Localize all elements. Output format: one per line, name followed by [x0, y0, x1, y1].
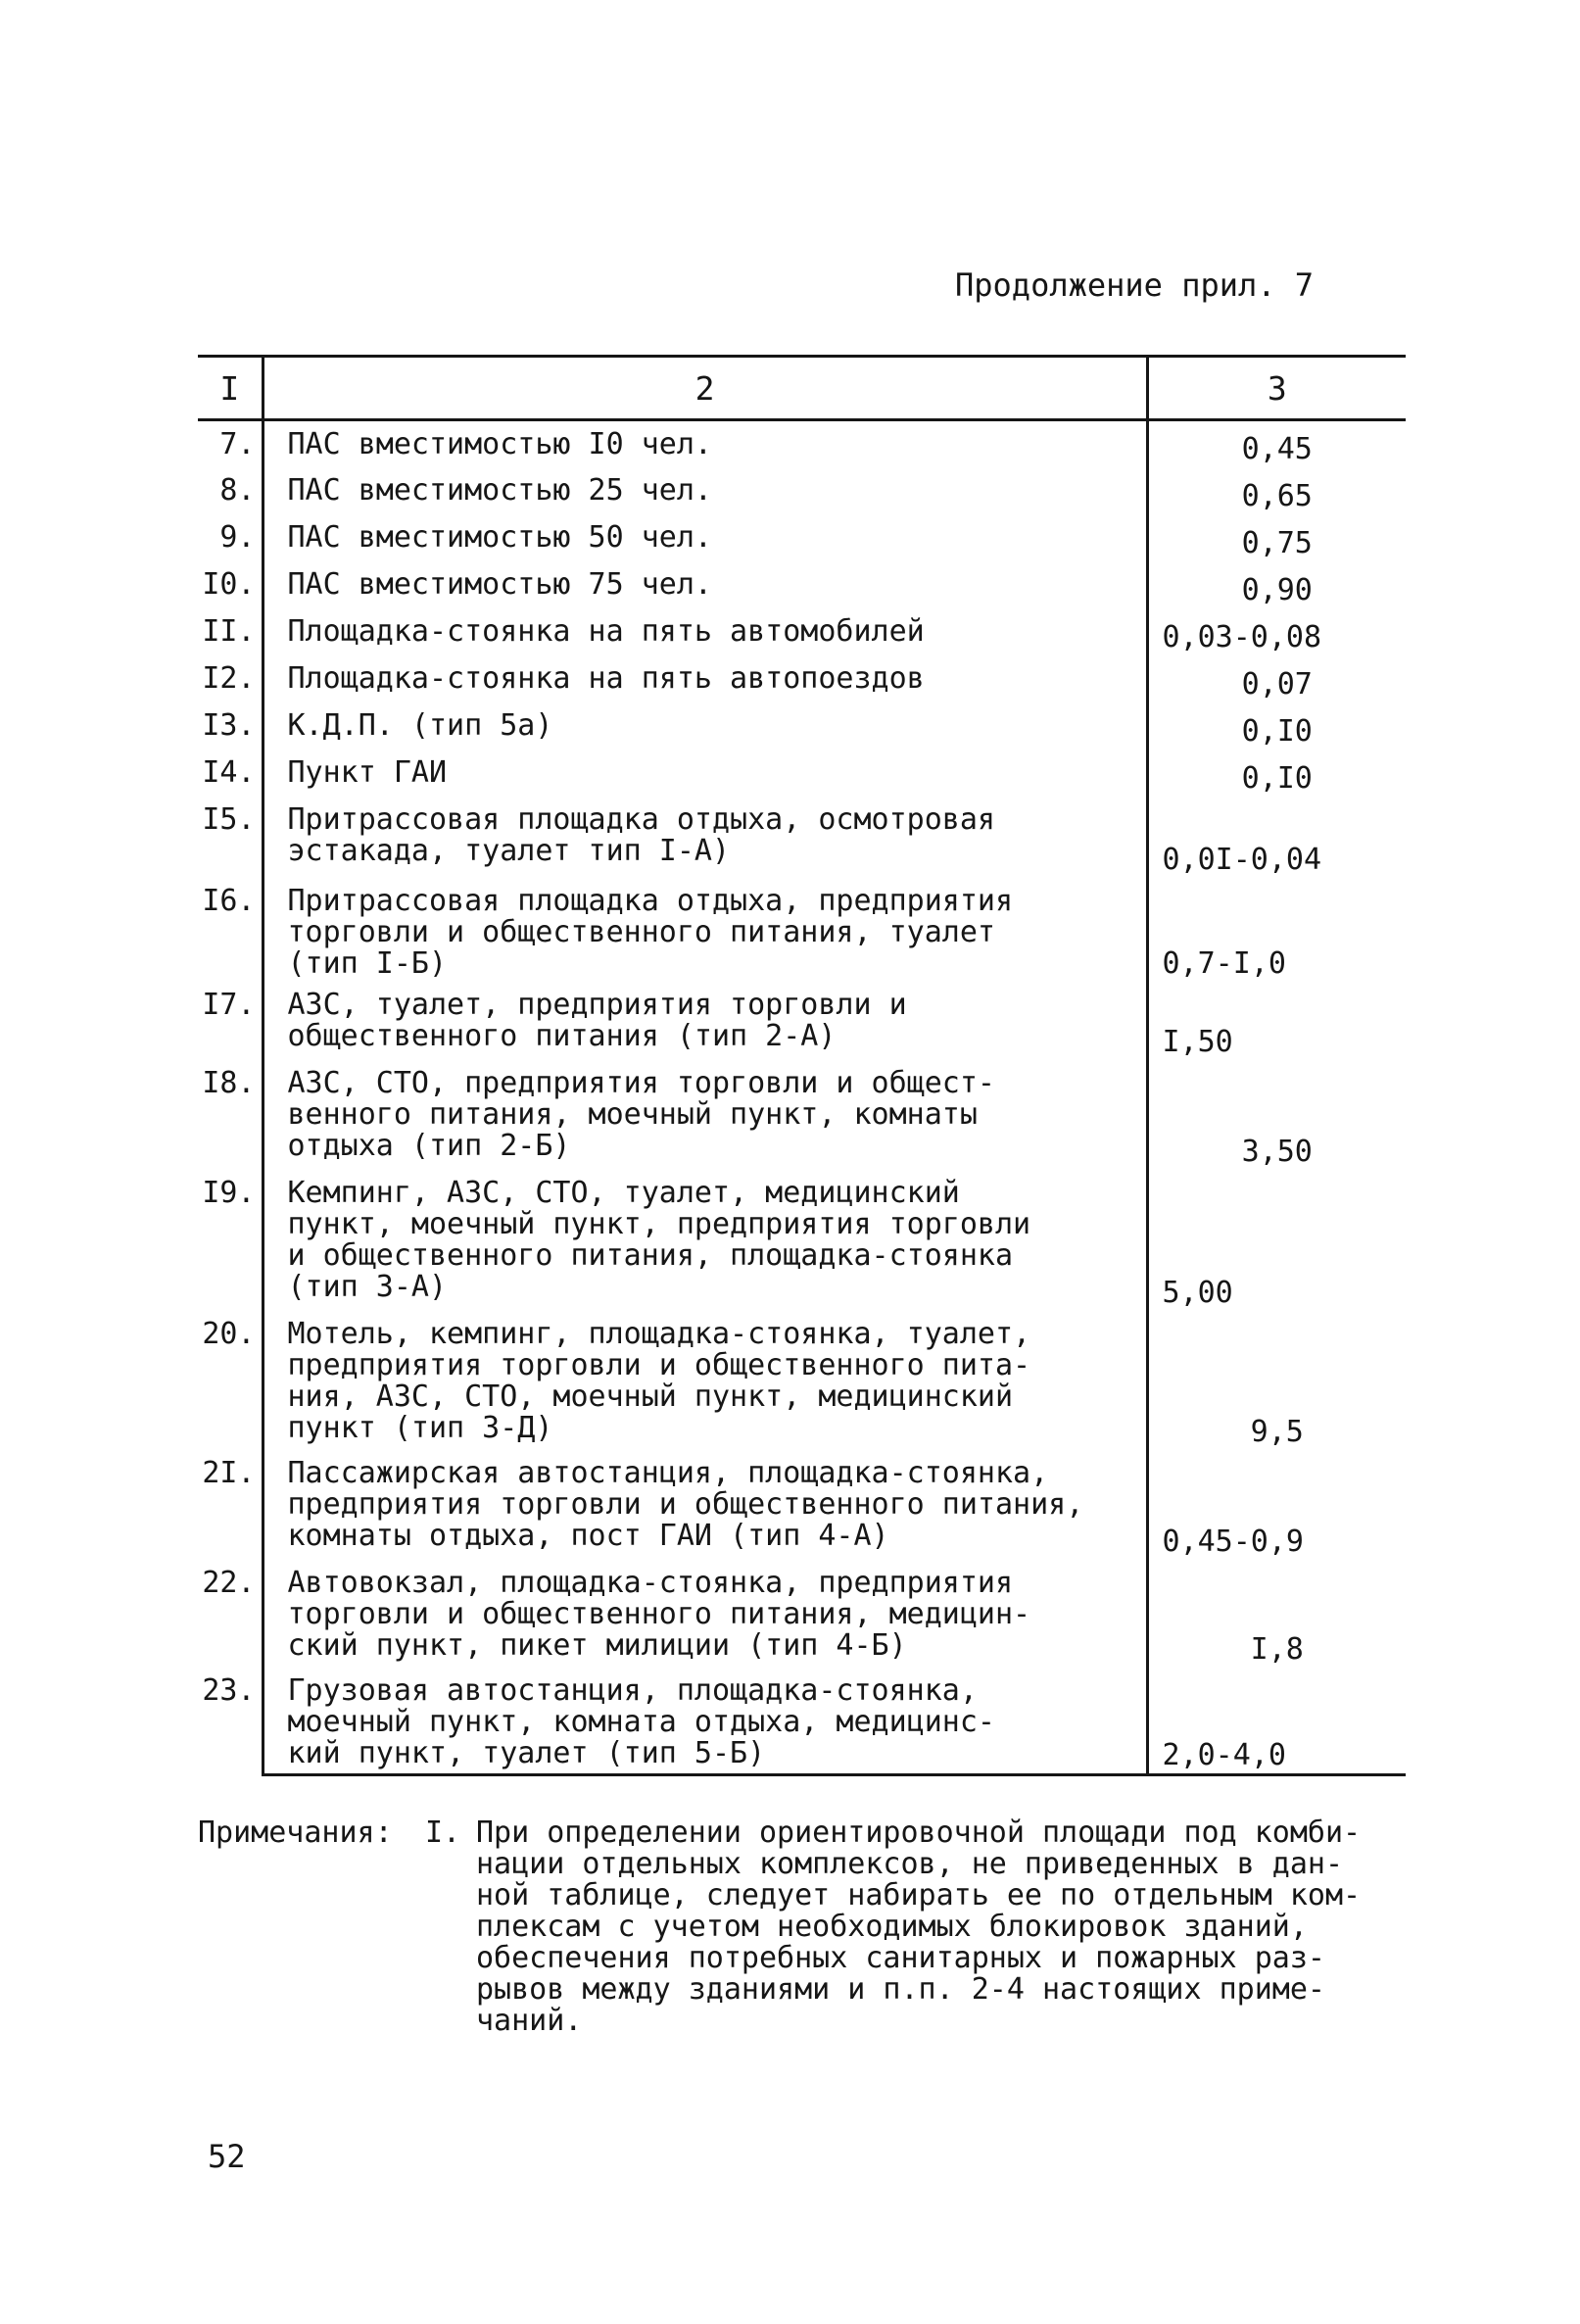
row-number: 20.	[202, 1316, 256, 1351]
row-number: I7.	[202, 987, 256, 1022]
table-row	[198, 514, 1406, 561]
row-area-value: 0,45-0,9	[1147, 1450, 1406, 1560]
row-description: ПАС вместимостью 25 чел.	[263, 467, 1147, 514]
note-index: I.	[425, 1816, 461, 1850]
row-number: I2.	[202, 660, 256, 696]
row-description: Площадка-стоянка на пять автомобилей	[263, 608, 1147, 655]
facilities-table	[198, 355, 1406, 1776]
row-number: I4.	[202, 754, 256, 790]
table-row	[198, 750, 1406, 797]
table-row	[198, 1060, 1406, 1170]
row-area-value: 0,65	[1147, 467, 1406, 514]
row-number: I0.	[202, 566, 256, 602]
table-row	[198, 1311, 1406, 1450]
table-row	[198, 1450, 1406, 1560]
notes-label: Примечания:	[198, 1816, 393, 1850]
row-description: Пассажирская автостанция, площадка-стоянка, предприятия торговли и общественного питания, комнаты отдыха, пост ГАИ (тип 4-А)	[263, 1450, 1147, 1560]
table-row	[198, 878, 1406, 982]
table-row	[198, 420, 1406, 467]
continuation-note: Продолжение прил. 7	[955, 266, 1315, 304]
row-area-value: 5,00	[1147, 1170, 1406, 1311]
column-header-2: 2	[263, 357, 1147, 420]
column-header-1: I	[198, 357, 263, 420]
row-area-value: 0,7-I,0	[1147, 878, 1406, 982]
row-description: Площадка-стоянка на пять автопоездов	[263, 655, 1147, 702]
row-description: Грузовая автостанция, площадка-стоянка, моечный пункт, комната отдыха, медицинс- кий пункт, туалет (тип 5-Б)	[263, 1668, 1147, 1775]
row-number: I5.	[202, 801, 256, 837]
row-area-value: 9,5	[1147, 1311, 1406, 1450]
note-text: При определении ориентировочной площади под комби- нации отдельных комплексов, не приведенных в дан- ной таблице, следует набирать ее по отдельным ком- плексам с учетом необходимых блокировок зданий, обеспечения потребных санитарных и пожарных раз- рывов между зданиями и п.п. 2-4 настоящих приме- чаний.	[476, 1816, 1362, 2038]
row-number: I6.	[202, 883, 256, 918]
table-row	[198, 655, 1406, 702]
row-number: I8.	[202, 1065, 256, 1100]
row-area-value: 0,I0	[1147, 750, 1406, 797]
row-description: ПАС вместимостью 50 чел.	[263, 514, 1147, 561]
row-number: 9.	[219, 519, 256, 555]
row-area-value: 0,0I-0,04	[1147, 797, 1406, 878]
row-description: ПАС вместимостью 75 чел.	[263, 561, 1147, 608]
row-description: Пункт ГАИ	[263, 750, 1147, 797]
table-row	[198, 982, 1406, 1060]
table-row	[198, 797, 1406, 878]
row-number: I9.	[202, 1175, 256, 1210]
row-description: Автовокзал, площадка-стоянка, предприятия торговли и общественного питания, медицин- ский пункт, пикет милиции (тип 4-Б)	[263, 1560, 1147, 1668]
row-area-value: 2,0-4,0	[1147, 1668, 1406, 1775]
row-description: Мотель, кемпинг, площадка-стоянка, туалет, предприятия торговли и общественного пита- ния, АЗС, СТО, моечный пункт, медицинский пункт (тип 3-Д)	[263, 1311, 1147, 1450]
row-description: АЗС, туалет, предприятия торговли и общественного питания (тип 2-А)	[263, 982, 1147, 1060]
table-row	[198, 1170, 1406, 1311]
row-area-value: 0,75	[1147, 514, 1406, 561]
row-area-value: 3,50	[1147, 1060, 1406, 1170]
table-row	[198, 702, 1406, 750]
row-number: 8.	[219, 472, 256, 508]
table-row	[198, 608, 1406, 655]
table-header-row	[198, 357, 1406, 420]
table-row	[198, 467, 1406, 514]
table-row	[198, 561, 1406, 608]
row-number: I3.	[202, 707, 256, 743]
table-row	[198, 1668, 1406, 1775]
row-number: II.	[202, 613, 256, 649]
row-number: 23.	[202, 1672, 256, 1708]
row-description: Кемпинг, АЗС, СТО, туалет, медицинский пункт, моечный пункт, предприятия торговли и общественного питания, площадка-стоянка (тип 3-А)	[263, 1170, 1147, 1311]
row-area-value: 0,I0	[1147, 702, 1406, 750]
row-description: ПАС вместимостью I0 чел.	[263, 420, 1147, 467]
row-number: 2I.	[202, 1455, 256, 1490]
row-description: К.Д.П. (тип 5а)	[263, 702, 1147, 750]
row-number: 22.	[202, 1565, 256, 1600]
page-number: 52	[208, 2138, 246, 2175]
column-header-3: 3	[1147, 357, 1406, 420]
row-number: 7.	[219, 427, 256, 461]
row-area-value: I,50	[1147, 982, 1406, 1060]
table-row	[198, 1560, 1406, 1668]
row-area-value: I,8	[1147, 1560, 1406, 1668]
row-area-value: 0,90	[1147, 561, 1406, 608]
row-area-value: 0,03-0,08	[1147, 608, 1406, 655]
row-description: Притрассовая площадка отдыха, осмотровая эстакада, туалет тип I-А)	[263, 797, 1147, 878]
row-area-value: 0,45	[1147, 420, 1406, 467]
row-area-value: 0,07	[1147, 655, 1406, 702]
row-description: АЗС, СТО, предприятия торговли и общест- венного питания, моечный пункт, комнаты отдыха (тип 2-Б)	[263, 1060, 1147, 1170]
row-description: Притрассовая площадка отдыха, предприятия торговли и общественного питания, туалет (тип I-Б)	[263, 878, 1147, 982]
